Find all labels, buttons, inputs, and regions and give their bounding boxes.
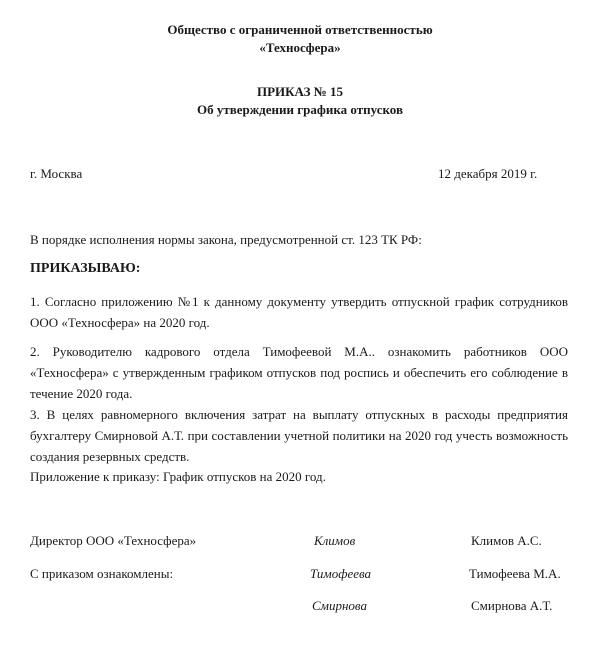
order-item-1: 1. Согласно приложению №1 к данному документу утвердить отпускной график сотрудников ООО «Техносфера» на 2020 год. [30,294,568,330]
org-name-line2: «Техносфера» [259,40,341,55]
order-item-3: 3. В целях равномерного включения затрат на выплату отпускных в расходы предприятия бухгалтеру Смирновой А.Т. при составлении учетной политики на 2020 год учесть возможность создания резервных средств. [30,407,568,464]
acquainted-name-1: Тимофеева М.А. [469,566,561,581]
acquainted-label: С приказом ознакомлены: [30,566,174,581]
director-label: Директор ООО «Техносфера» [30,533,197,548]
acquainted-name-2: Смирнова А.Т. [471,598,553,613]
appendix-note: Приложение к приказу: График отпусков на 2020 год. [30,469,326,484]
order-item-2: 2. Руководителю кадрового отдела Тимофеевой М.А.. ознакомить работников ООО «Техносфера» с утвержденным графиком отпусков под роспись и обеспечить его соблюдение в течение 2020 года. [30,344,568,401]
order-subtitle: Об утверждении графика отпусков [196,102,403,117]
place: г. Москва [30,166,83,181]
org-name-line1: Общество с ограниченной ответственностью [167,22,433,37]
intro-text: В порядке исполнения нормы закона, предусмотренной ст. 123 ТК РФ: [30,232,422,247]
order-title: ПРИКАЗ № 15 [256,84,344,99]
director-signature: Климов [314,533,356,548]
acquainted-signature-2: Смирнова [312,598,367,613]
order-date: 12 декабря 2019 г. [438,166,538,181]
order-keyword: ПРИКАЗЫВАЮ: [30,261,141,276]
acquainted-signature-1: Тимофеева [310,566,372,581]
director-name: Климов А.С. [471,533,542,548]
